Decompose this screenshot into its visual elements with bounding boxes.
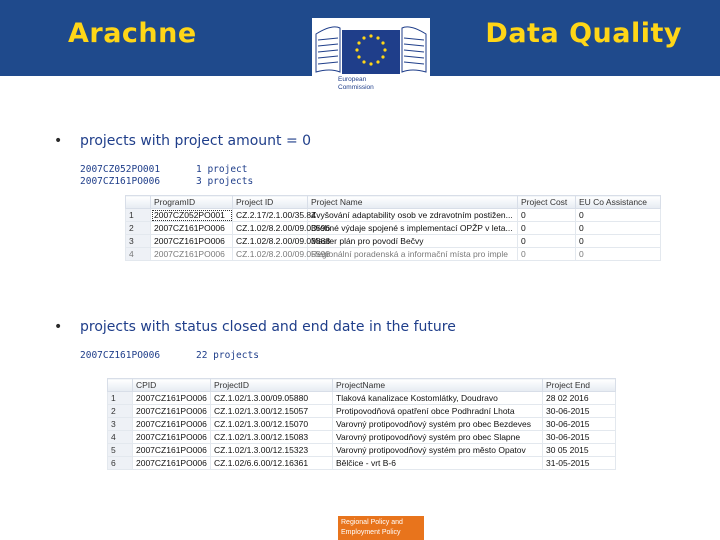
- column-header[interactable]: [126, 196, 151, 209]
- table-cell[interactable]: CZ.1.02/1.3.00/12.15323: [211, 444, 333, 457]
- table-row[interactable]: [108, 457, 616, 470]
- table-row[interactable]: [108, 418, 616, 431]
- table-cell[interactable]: Varovný protipovodňový systém pro město Opatov: [333, 444, 543, 457]
- row-number[interactable]: 1: [126, 209, 151, 222]
- table-cell[interactable]: 2007CZ161PO006: [133, 418, 211, 431]
- row-number[interactable]: 5: [108, 444, 133, 457]
- table-cell[interactable]: 2007CZ052PO001: [151, 209, 233, 222]
- table-cell[interactable]: 0: [518, 209, 576, 222]
- row-number[interactable]: 3: [108, 418, 133, 431]
- note-count: 3 projects: [196, 176, 254, 187]
- bullet-icon: •: [54, 133, 63, 149]
- table-cell[interactable]: CZ.1.02/1.3.00/09.05880: [211, 392, 333, 405]
- table-cell[interactable]: 2007CZ161PO006: [133, 405, 211, 418]
- table-cell[interactable]: 2007CZ161PO006: [151, 222, 233, 235]
- table-cell[interactable]: Drobné výdaje spojené s implementací OPŽP v leta...: [308, 222, 518, 235]
- column-header[interactable]: ProgramID: [151, 196, 233, 209]
- row-number[interactable]: 6: [108, 457, 133, 470]
- table-cell[interactable]: Regionální poradenská a informační místa pro imple: [308, 248, 518, 261]
- row-number[interactable]: 2: [126, 222, 151, 235]
- table-cell[interactable]: CZ.1.02/1.3.00/12.15070: [211, 418, 333, 431]
- table-cell[interactable]: CZ.1.02/8.2.00/09.03596: [233, 222, 308, 235]
- table-header-row: [108, 379, 616, 392]
- note-count: 22 projects: [196, 350, 259, 361]
- note-code: 2007CZ052PO001: [80, 164, 161, 175]
- note-code: 2007CZ161PO006: [80, 176, 161, 187]
- table-cell[interactable]: 0: [576, 222, 661, 235]
- table-cell[interactable]: CZ.1.02/1.3.00/12.15083: [211, 431, 333, 444]
- table-cell[interactable]: CZ.1.02/6.6.00/12.16361: [211, 457, 333, 470]
- table-cell[interactable]: 30 05 2015: [543, 444, 616, 457]
- section-1-heading: projects with project amount = 0: [80, 133, 312, 149]
- table-cell[interactable]: 28 02 2016: [543, 392, 616, 405]
- column-header[interactable]: EU Co Assistance: [576, 196, 661, 209]
- table-cell[interactable]: CZ.1.02/8.2.00/09.03888: [233, 235, 308, 248]
- table-cell[interactable]: 0: [518, 235, 576, 248]
- table-cell[interactable]: 2007CZ161PO006: [133, 392, 211, 405]
- table-cell[interactable]: 2007CZ161PO006: [133, 431, 211, 444]
- table-cell[interactable]: Master plán pro povodí Bečvy: [308, 235, 518, 248]
- table-cell[interactable]: 0: [518, 248, 576, 261]
- zero-amount-table: [125, 195, 661, 261]
- column-header[interactable]: CPID: [133, 379, 211, 392]
- table-cell[interactable]: Varovný protipovodňový systém pro obec Bezdeves: [333, 418, 543, 431]
- table-row[interactable]: [108, 392, 616, 405]
- table-cell[interactable]: 2007CZ161PO006: [151, 235, 233, 248]
- ec-building-icon: [312, 18, 430, 76]
- table-row[interactable]: [108, 444, 616, 457]
- table-cell[interactable]: 30-06-2015: [543, 405, 616, 418]
- table-cell[interactable]: 30-06-2015: [543, 431, 616, 444]
- row-number[interactable]: 3: [126, 235, 151, 248]
- column-header[interactable]: ProjectName: [333, 379, 543, 392]
- table-row[interactable]: [108, 431, 616, 444]
- table-row[interactable]: [126, 248, 661, 261]
- logo-label: European Commission: [338, 76, 374, 91]
- table-cell[interactable]: Protipovodňová opatření obce Podhradní Lhota: [333, 405, 543, 418]
- table-cell[interactable]: Zvyšování adaptability osob ve zdravotním postižen...: [308, 209, 518, 222]
- row-number[interactable]: 4: [108, 431, 133, 444]
- table-cell[interactable]: Varovný protipovodňový systém pro obec Slapne: [333, 431, 543, 444]
- table-cell[interactable]: 0: [576, 209, 661, 222]
- closed-future-end-table: [107, 378, 616, 470]
- table-cell[interactable]: 0: [576, 248, 661, 261]
- table-row[interactable]: [126, 209, 661, 222]
- table-cell[interactable]: 30-06-2015: [543, 418, 616, 431]
- table-cell[interactable]: 31-05-2015: [543, 457, 616, 470]
- table-cell[interactable]: 0: [518, 222, 576, 235]
- table-cell[interactable]: CZ.1.02/8.2.00/09.05598: [233, 248, 308, 261]
- column-header[interactable]: ProjectID: [211, 379, 333, 392]
- row-number[interactable]: 4: [126, 248, 151, 261]
- table-cell[interactable]: 2007CZ161PO006: [133, 444, 211, 457]
- app-title: Arachne: [68, 18, 197, 49]
- column-header[interactable]: Project End: [543, 379, 616, 392]
- table-cell[interactable]: 0: [576, 235, 661, 248]
- column-header[interactable]: Project ID: [233, 196, 308, 209]
- row-number[interactable]: 1: [108, 392, 133, 405]
- bullet-icon: •: [54, 319, 63, 335]
- table-row[interactable]: [126, 222, 661, 235]
- section-2-heading: projects with status closed and end date in the future: [80, 319, 456, 335]
- column-header[interactable]: [108, 379, 133, 392]
- row-number[interactable]: 2: [108, 405, 133, 418]
- dg-regio-badge: Regional Policy and Employment Policy: [338, 516, 424, 540]
- table-row[interactable]: [108, 405, 616, 418]
- european-commission-logo: [312, 18, 430, 102]
- note-count: 1 project: [196, 164, 248, 175]
- table-row[interactable]: [126, 235, 661, 248]
- note-code: 2007CZ161PO006: [80, 350, 161, 361]
- table-cell[interactable]: 2007CZ161PO006: [151, 248, 233, 261]
- table-cell[interactable]: Bělčice - vrt B-6: [333, 457, 543, 470]
- table-header-row: [126, 196, 661, 209]
- column-header[interactable]: Project Cost: [518, 196, 576, 209]
- table-cell[interactable]: 2007CZ161PO006: [133, 457, 211, 470]
- table-cell[interactable]: Tlaková kanalizace Kostomlátky, Doudravo: [333, 392, 543, 405]
- table-cell[interactable]: CZ.2.17/2.1.00/35.84: [233, 209, 308, 222]
- table-cell[interactable]: CZ.1.02/1.3.00/12.15057: [211, 405, 333, 418]
- page-title: Data Quality: [485, 18, 682, 49]
- column-header[interactable]: Project Name: [308, 196, 518, 209]
